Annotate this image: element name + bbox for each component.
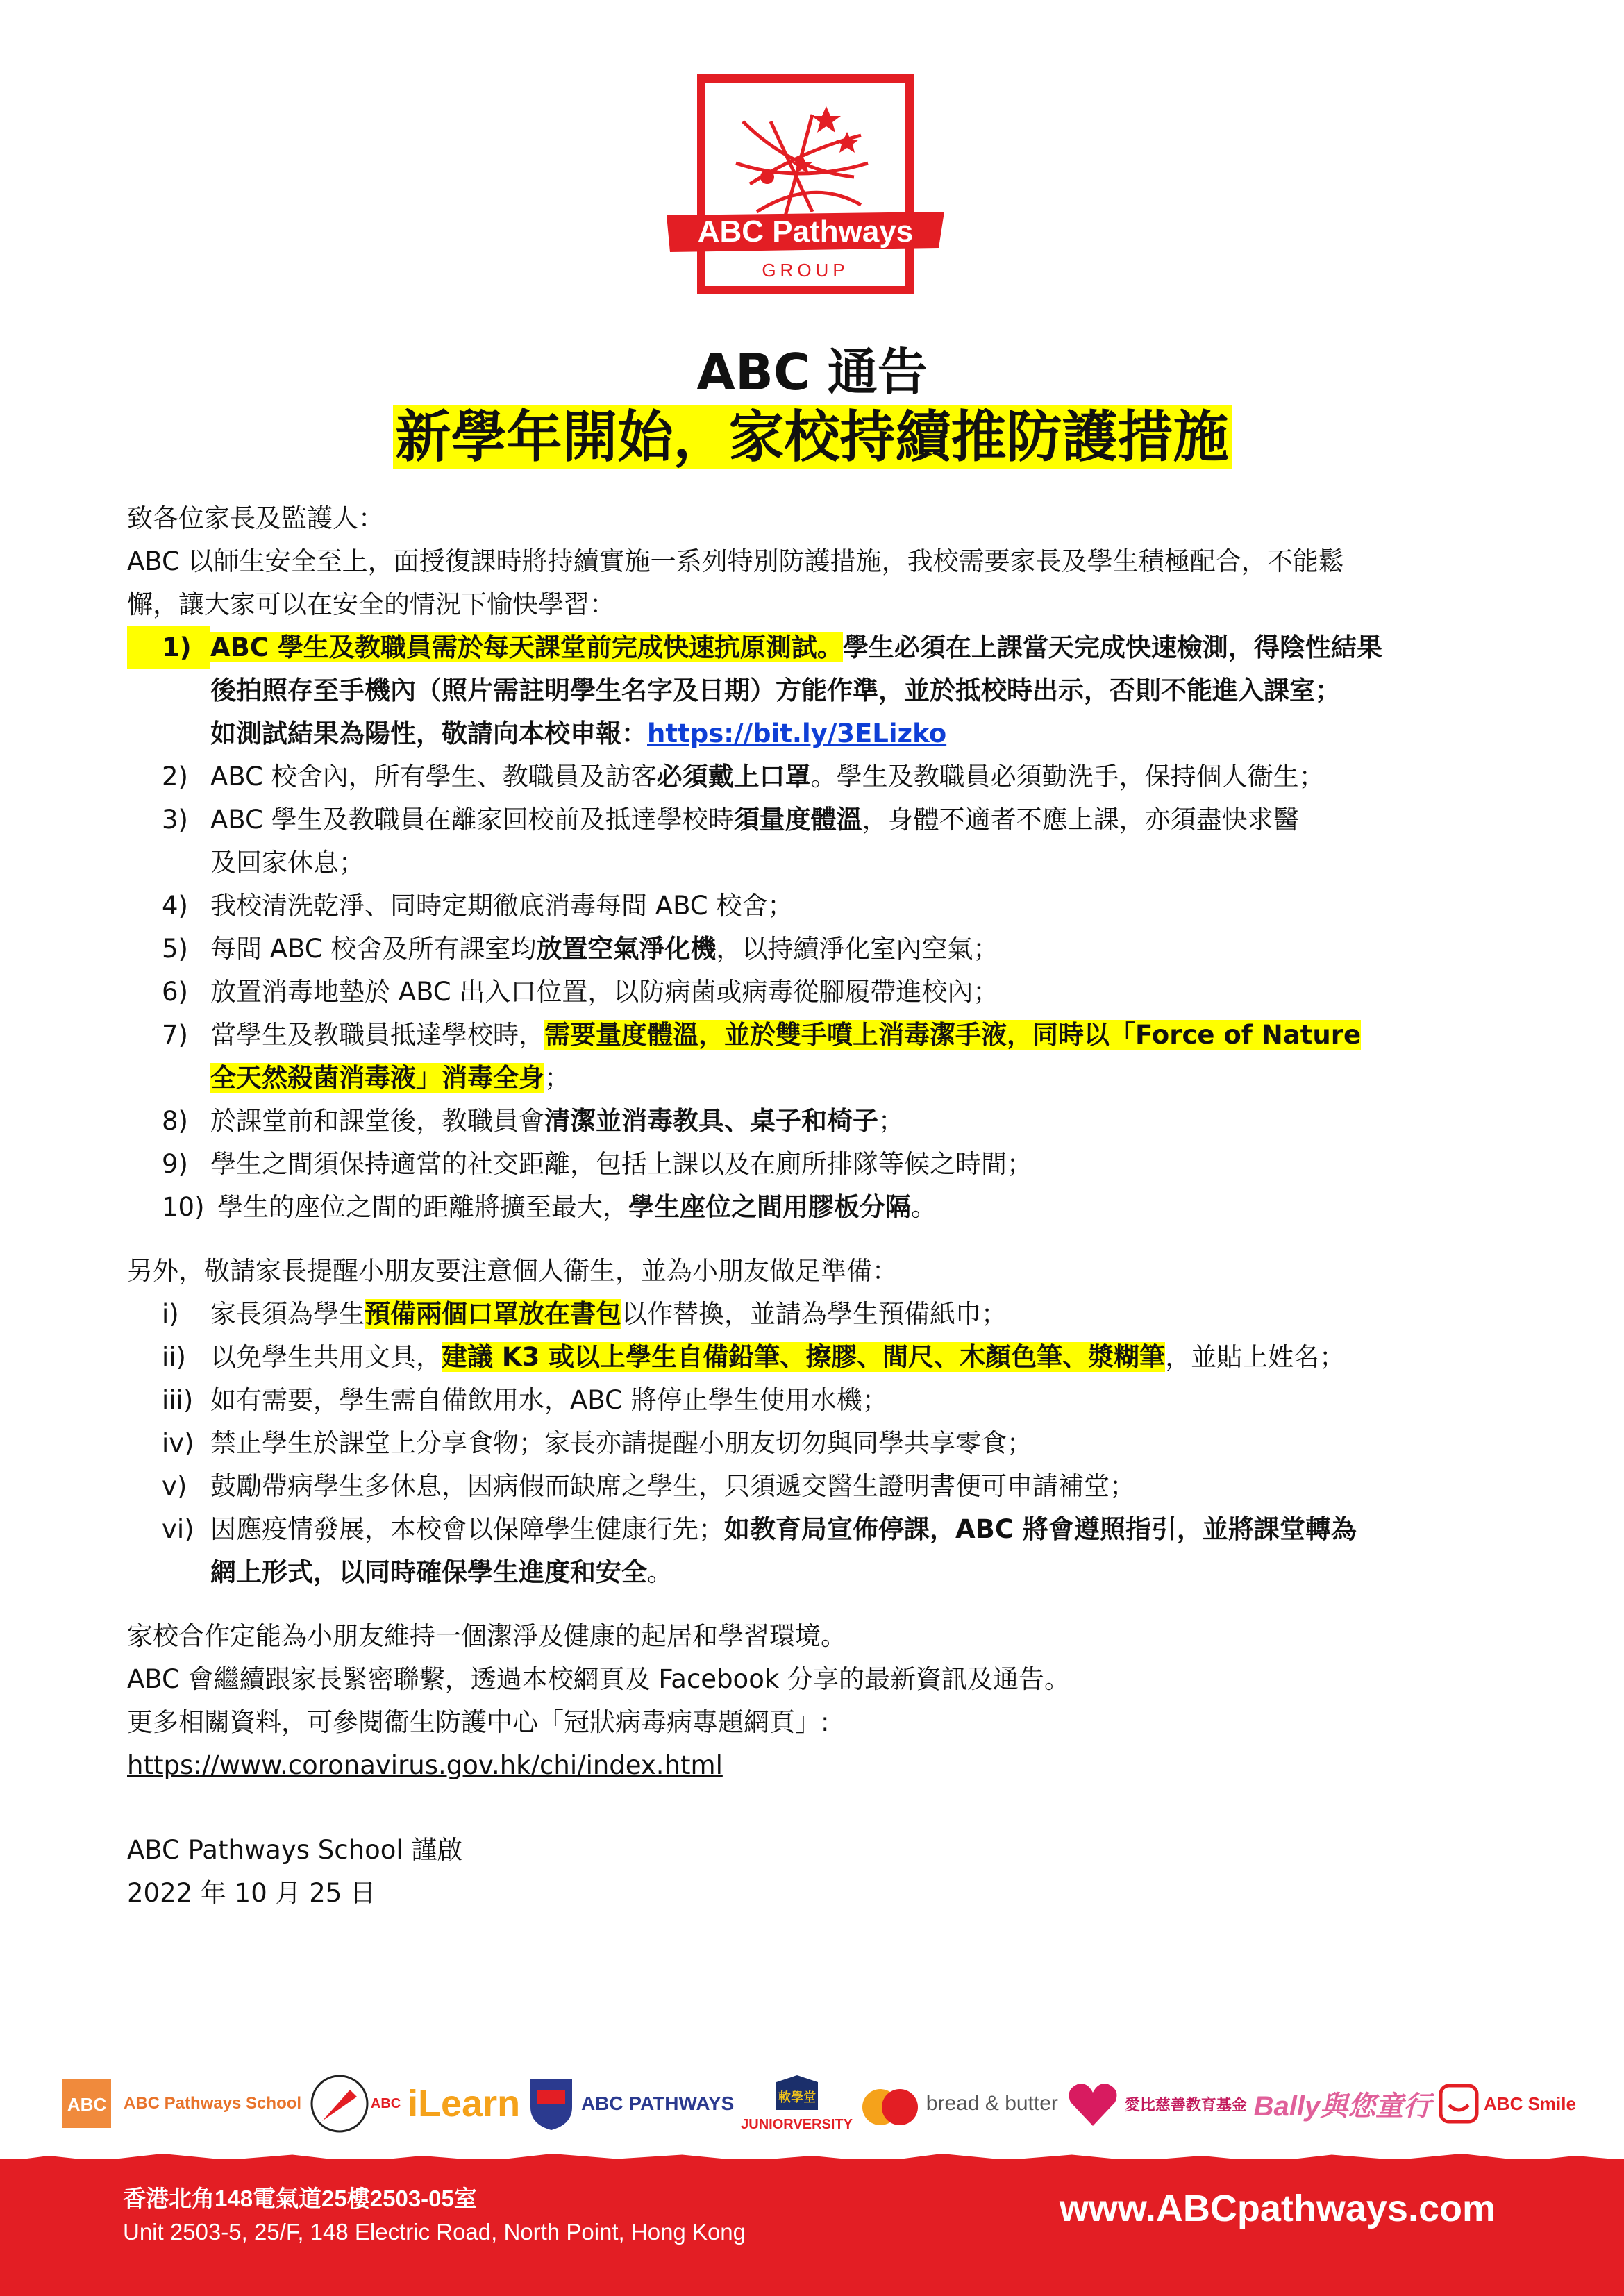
measure-item: 9) 學生之間須保持適當的社交距離，包括上課以及在廁所排隊等候之時間；	[162, 1149, 1032, 1179]
notice-title: ABC 通告	[696, 343, 928, 401]
signature-date: 2022 年 10 月 25 日	[127, 1878, 376, 1908]
logo-group-text: GROUP	[762, 260, 849, 280]
svg-text:ABC: ABC	[67, 2094, 107, 2115]
measure-line: 後拍照存至手機內（照片需註明學生名字及日期）方能作準，並於抵校時出示，否則不能進入課室；	[210, 676, 1341, 705]
measure-item: 4) 我校清洗乾淨、同時定期徹底消毒每間 ABC 校舍；	[162, 891, 794, 921]
intro-line: ABC 以師生安全至上，面授復課時將持續實施一系列特別防護措施，我校需要家長及學生積極配合，不能鬆	[127, 546, 1344, 576]
measure-item: 6) 放置消毒地墊於 ABC 出入口位置，以防病菌或病毒從腳履帶進校內；	[162, 977, 999, 1007]
svg-text:軟學堂: 軟學堂	[778, 2090, 816, 2105]
extra-item: i) 家長須為學生預備兩個口罩放在書包以作替換，並請為學生預備紙巾；	[162, 1299, 1007, 1329]
signature: ABC Pathways School 謹啟	[127, 1835, 463, 1865]
partner-logos	[62, 2059, 1576, 2149]
measure-item: 3) ABC 學生及教職員在離家回校前及抵達學校時須量度體溫，身體不適者不應上課，亦須盡快求醫	[162, 805, 1299, 835]
measure-item: 10) 學生的座位之間的距離將擴至最大，學生座位之間用膠板分隔。	[162, 1192, 937, 1222]
report-link[interactable]: https://bit.ly/3ELizko	[647, 719, 947, 748]
extra-item: ii) 以免學生共用文具，建議 K3 或以上學生自備鉛筆、擦膠、間尺、木顏色筆、漿糊筆，並貼上姓名；	[162, 1342, 1346, 1372]
coronavirus-link[interactable]: https://www.coronavirus.gov.hk/chi/index.html	[127, 1750, 723, 1780]
logo-bread-and-butter: bread & butter	[860, 2072, 1058, 2135]
closing-line: ABC 會繼續跟家長緊密聯繫，透過本校網頁及 Facebook 分享的最新資訊及通告。	[127, 1664, 1071, 1694]
footer-address: 香港北角148電氣道25樓2503-05室 Unit 2503-5, 25/F, 148 Electric Road, North Point, Hong Kong	[123, 2186, 746, 2245]
notice-subtitle: 新學年開始，家校持續推防護措施	[0, 403, 1624, 472]
logo-bally: Bally與您童行	[1253, 2090, 1432, 2122]
logo-text: ABC Pathways	[697, 215, 914, 249]
measure-item: 5) 每間 ABC 校舍及所有課室均放置空氣淨化機，以持續淨化室內空氣；	[162, 934, 999, 964]
measure-line: 及回家休息；	[210, 848, 365, 878]
greeting: 致各位家長及監護人：	[127, 503, 384, 533]
abc-pathways-logo	[653, 73, 958, 299]
logo-abc-pathways-kindergarten: ABC PATHWAYS	[527, 2076, 734, 2131]
measure-item: 7) 當學生及教職員抵達學校時，需要量度體溫，並於雙手噴上消毒潔手液，同時以「Force of Nature	[162, 1020, 1362, 1050]
logo-abc-education-foundation: 愛比慈善教育基金	[1065, 2076, 1247, 2131]
extra-item: vi) 因應疫情發展，本校會以保障學生健康行先；如教育局宣佈停課，ABC 將會遵照指引，並將課堂轉為	[162, 1514, 1357, 1544]
measure-item: 1) ABC 學生及教職員需於每天課堂前完成快速抗原測試。學生必須在上課當天完成快速檢測，得陰性結果	[127, 626, 1509, 669]
logo-ilearn: iLearn	[408, 2083, 521, 2125]
extra-item: v) 鼓勵帶病學生多休息，因病假而缺席之學生，只須遞交醫生證明書便可申請補堂；	[162, 1471, 1135, 1501]
intro-line: 懈，讓大家可以在安全的情況下愉快學習：	[127, 589, 615, 619]
measure-line: 全天然殺菌消毒液」消毒全身；	[210, 1063, 570, 1093]
closing-line: 家校合作定能為小朋友維持一個潔淨及健康的起居和學習環境。	[127, 1621, 846, 1651]
logo-abc-smile: ABC Smile	[1438, 2083, 1576, 2125]
measure-item: 2) ABC 校舍內，所有學生、教職員及訪客必須戴上口罩。學生及教職員必須勤洗手，保持個人衞生；	[162, 762, 1325, 791]
extra-item: iv) 禁止學生於課堂上分享食物；家長亦請提醒小朋友切勿與同學共享零食；	[162, 1428, 1032, 1458]
extra-line: 網上形式，以同時確保學生進度和安全。	[210, 1557, 673, 1587]
extra-item: iii) 如有需要，學生需自備飲用水，ABC 將停止學生使用水機；	[162, 1385, 888, 1415]
measure-item: 8) 於課堂前和課堂後，教職員會清潔並消毒教具、桌子和椅子；	[162, 1106, 904, 1136]
extra-intro: 另外，敬請家長提醒小朋友要注意個人衞生，並為小朋友做足準備：	[127, 1256, 898, 1286]
measure-line: 如測試結果為陽性，敬請向本校申報：https://bit.ly/3ELizko	[210, 719, 947, 748]
logo-juniorversity: 軟學堂 JUNIORVERSITY	[741, 2075, 853, 2133]
footer-website[interactable]: www.ABCpathways.com	[1059, 2188, 1496, 2229]
notice-body	[127, 497, 1509, 1915]
closing-line: 更多相關資料，可參閱衞生防護中心「冠狀病毒病專題網頁」:	[127, 1707, 830, 1737]
logo-abc-rocket: ABC	[308, 2072, 401, 2135]
logo-abc-pathways-school: ABC ABC Pathways School	[62, 2076, 301, 2131]
